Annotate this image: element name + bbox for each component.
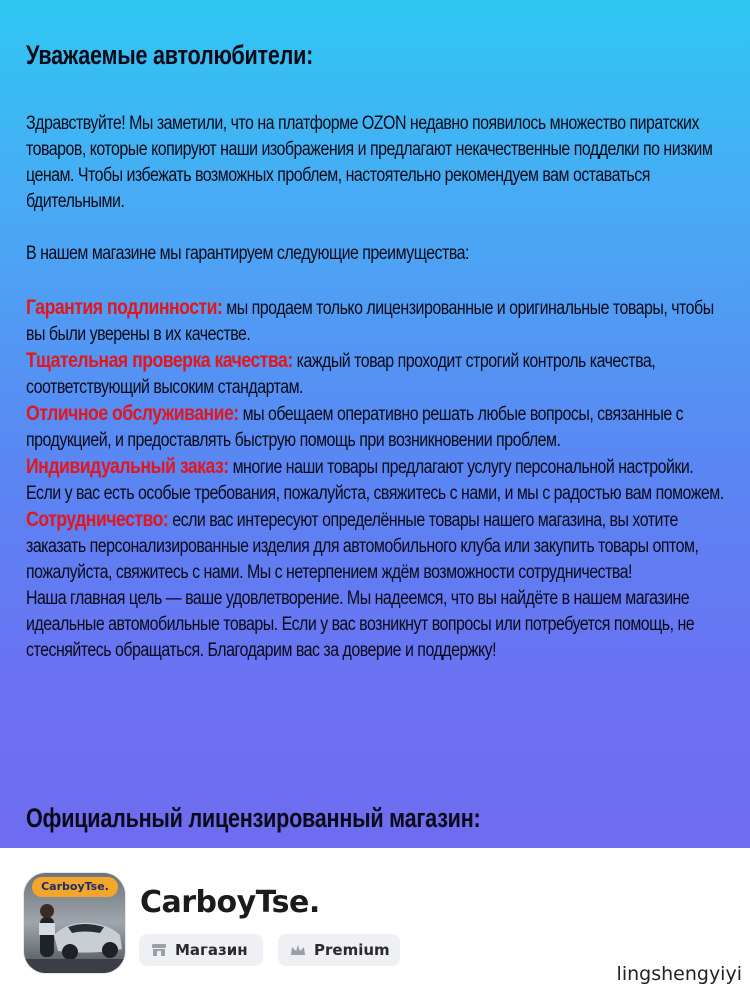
store-badge-label: Магазин: [175, 941, 248, 959]
feature-label: Отличное обслуживание:: [26, 402, 239, 425]
feature-label: Гарантия подлинности:: [26, 296, 223, 319]
feature-custom-order: [26, 454, 728, 507]
feature-authenticity: [26, 295, 728, 348]
shop-avatar[interactable]: [24, 873, 125, 973]
intro-paragraph: Здравствуйте! Мы заметили, что на платформе OZON недавно появилось множество пиратских товаров, которые копируют наши изображения и предлагают некачественные подделки по низким ценам. Чтобы избежать возможных проблем, настоятельно рекомендуем вам оставаться бдительными.: [26, 113, 713, 212]
shop-bar: [0, 848, 750, 1000]
feature-text: мы обещаем оперативно решать любые вопросы, связанные с продукцией, и предоставлять быструю помощь при возникновении проблем.: [26, 404, 684, 451]
feature-text: мы продаем только лицензированные и оригинальные товары, чтобы вы были уверены в их качестве.: [26, 298, 714, 345]
feature-label: Тщательная проверка качества:: [26, 349, 293, 372]
guarantee-lead: В нашем магазине мы гарантируем следующие преимущества:: [26, 243, 469, 264]
feature-text: многие наши товары предлагают услугу персональной настройки. Если у вас есть особые требования, пожалуйста, свяжитесь с нами, и мы с радостью вам поможем.: [26, 457, 724, 504]
premium-badge-label: Premium: [314, 941, 390, 959]
avatar-logo-text: CarboyTse.: [32, 877, 118, 897]
feature-service: [26, 401, 728, 454]
premium-badge[interactable]: [278, 934, 400, 966]
feature-text: если вас интересуют определённые товары нашего магазина, вы хотите заказать персонализированные изделия для автомобильного клуба или закупить товары оптом, пожалуйста, свяжитесь с нами. Мы с нетерпением ждём возможности сотрудничества!: [26, 510, 699, 583]
feature-text: каждый товар проходит строгий контроль качества, соответствующий высоким стандартам.: [26, 351, 656, 398]
watermark: lingshengyiyi: [616, 963, 742, 985]
feature-label: Сотрудничество:: [26, 508, 169, 531]
shop-name[interactable]: CarboyTse.: [140, 885, 320, 920]
crown-icon: [290, 944, 306, 956]
feature-label: Индивидуальный заказ:: [26, 455, 229, 478]
closing-paragraph: Наша главная цель — ваше удовлетворение. Мы надеемся, что вы найдёте в нашем магазине идеальные автомобильные товары. Если у вас возникнут вопросы или потребуется помощь, не стесняйтесь обращаться. Благодарим вас за доверие и поддержку!: [26, 588, 695, 661]
official-store-heading: Официальный лицензированный магазин:: [26, 803, 481, 833]
feature-cooperation: [26, 507, 728, 586]
poster-title: Уважаемые автолюбители:: [26, 40, 314, 70]
store-badge[interactable]: [139, 934, 263, 966]
feature-quality-check: [26, 348, 728, 401]
store-icon: [151, 943, 167, 957]
